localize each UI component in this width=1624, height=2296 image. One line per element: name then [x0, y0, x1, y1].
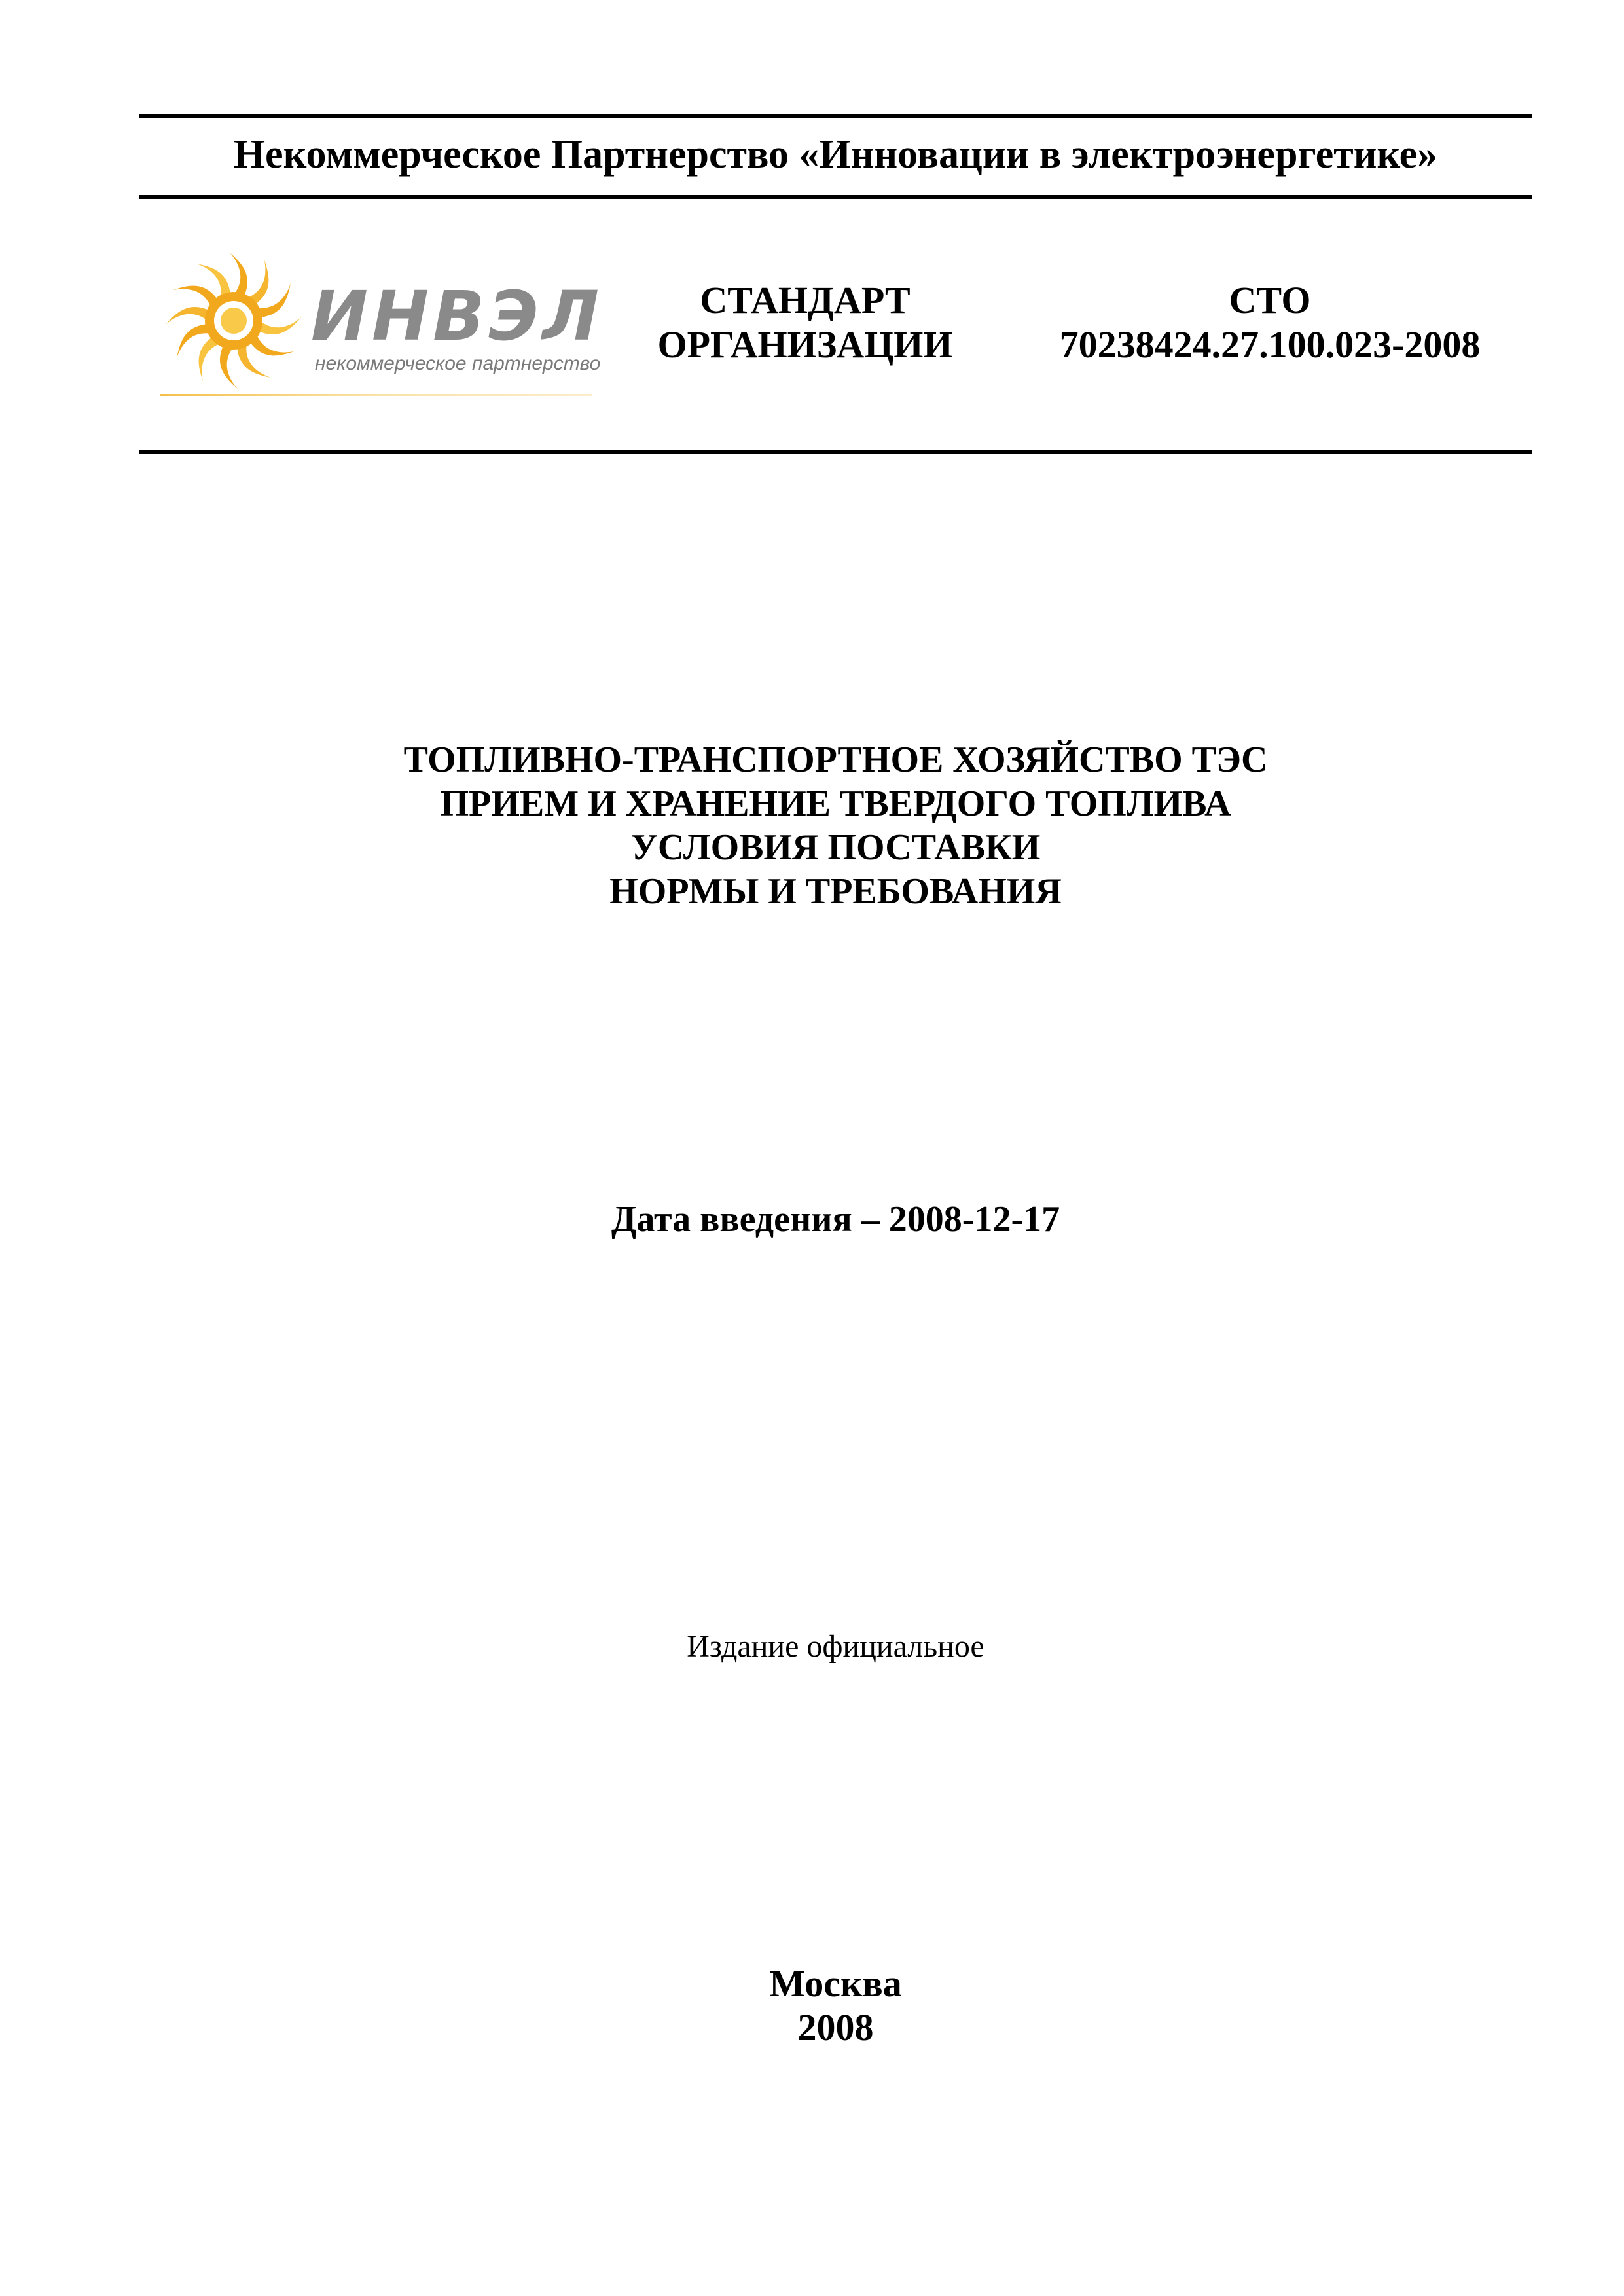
standard-type-line1: СТАНДАРТ — [700, 279, 911, 321]
publication-place-year — [139, 1962, 1532, 2049]
document-title — [139, 738, 1532, 914]
logo-subtitle: некоммерческое партнерство — [315, 353, 601, 374]
header-top-rule — [139, 114, 1532, 118]
standard-code-prefix: СТО — [1229, 279, 1311, 321]
header-middle-rule — [139, 195, 1532, 199]
invel-logo — [160, 249, 604, 399]
edition-label: Издание официальное — [687, 1629, 984, 1664]
standard-type — [628, 278, 982, 367]
publication-year: 2008 — [797, 2006, 874, 2049]
standard-code — [1008, 278, 1532, 367]
introduction-date: Дата введения – 2008-12-17 — [611, 1199, 1060, 1240]
title-line-2: ПРИЕМ И ХРАНЕНИЕ ТВЕРДОГО ТОПЛИВА — [440, 783, 1231, 824]
title-line-1: ТОПЛИВНО-ТРАНСПОРТНОЕ ХОЗЯЙСТВО ТЭС — [403, 740, 1268, 780]
publication-city: Москва — [769, 1962, 902, 2005]
header-bottom-rule — [139, 450, 1532, 454]
sun-icon — [160, 249, 311, 399]
title-line-4: НОРМЫ И ТРЕБОВАНИЯ — [609, 871, 1062, 912]
organization-name: Некоммерческое Партнерство «Инновации в электроэнергетике» — [233, 132, 1438, 177]
standard-code-number: 70238424.27.100.023-2008 — [1059, 323, 1481, 366]
standard-type-line2: ОРГАНИЗАЦИИ — [657, 323, 953, 366]
title-line-3: УСЛОВИЯ ПОСТАВКИ — [630, 827, 1041, 868]
logo-wordmark: ИНВЭЛ — [311, 276, 604, 356]
logo-underline — [160, 394, 592, 396]
